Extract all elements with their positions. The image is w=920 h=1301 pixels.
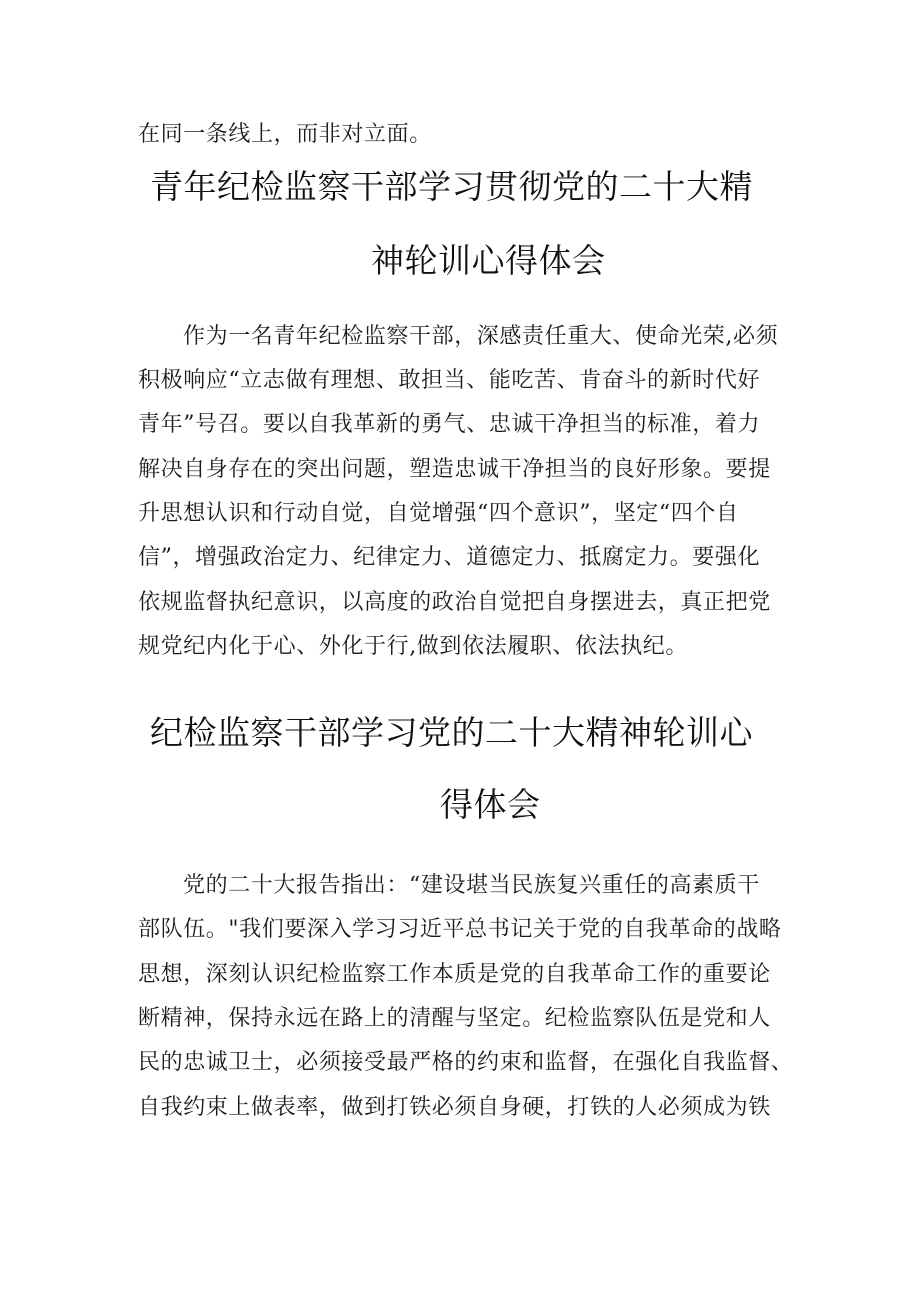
section2-title-line2: 得体会 (440, 785, 541, 824)
section1-paragraph-line: 规党纪内化于心、外化于行,做到依法履职、依法执纪。 (138, 634, 688, 659)
section1-paragraph-line: 升思想认识和行动自觉，自觉增强“四个意识”，坚定“四个自 (138, 501, 739, 526)
section2-paragraph-line: 民的忠诚卫士，必须接受最严格的约束和监督，在强化自我监督、 (138, 1050, 794, 1075)
section1-title-line2: 神轮训心得体会 (371, 241, 606, 280)
section2-paragraph-line: 思想，深刻认识纪检监察工作本质是党的自我革命工作的重要论 (138, 962, 771, 987)
section2-title-line1: 纪检监察干部学习党的二十大精神轮训心 (150, 713, 753, 752)
section1-paragraph-line: 作为一名青年纪检监察干部，深感责任重大、使命光荣,必须 (183, 324, 779, 349)
lead-paragraph-line: 在同一条线上，而非对立面。 (138, 122, 432, 147)
section2-paragraph-line: 党的二十大报告指出：“建设堪当民族复兴重任的高素质干 (183, 873, 760, 898)
section1-paragraph-line: 解决自身存在的突出问题，塑造忠诚干净担当的良好形象。要提 (138, 457, 771, 482)
section1-paragraph-line: 信”，增强政治定力、纪律定力、道德定力、抵腐定力。要强化 (138, 545, 761, 570)
section1-paragraph-line: 积极响应“立志做有理想、敢担当、能吃苦、肯奋斗的新时代好 (138, 368, 761, 393)
section2-paragraph-line: 部队伍。"我们要深入学习习近平总书记关于党的自我革命的战略 (138, 917, 782, 942)
section1-paragraph-line: 依规监督执纪意识，以高度的政治自觉把自身摆进去，真正把党 (138, 590, 771, 615)
section1-paragraph-line: 青年”号召。要以自我革新的勇气、忠诚干净担当的标准，着力 (138, 412, 761, 437)
section2-paragraph-line: 断精神，保持永远在路上的清醒与坚定。纪检监察队伍是党和人 (138, 1006, 771, 1031)
section1-title-line1: 青年纪检监察干部学习贯彻党的二十大精 (150, 167, 753, 206)
section2-paragraph-line: 自我约束上做表率，做到打铁必须自身硬，打铁的人必须成为铁 (138, 1095, 771, 1120)
